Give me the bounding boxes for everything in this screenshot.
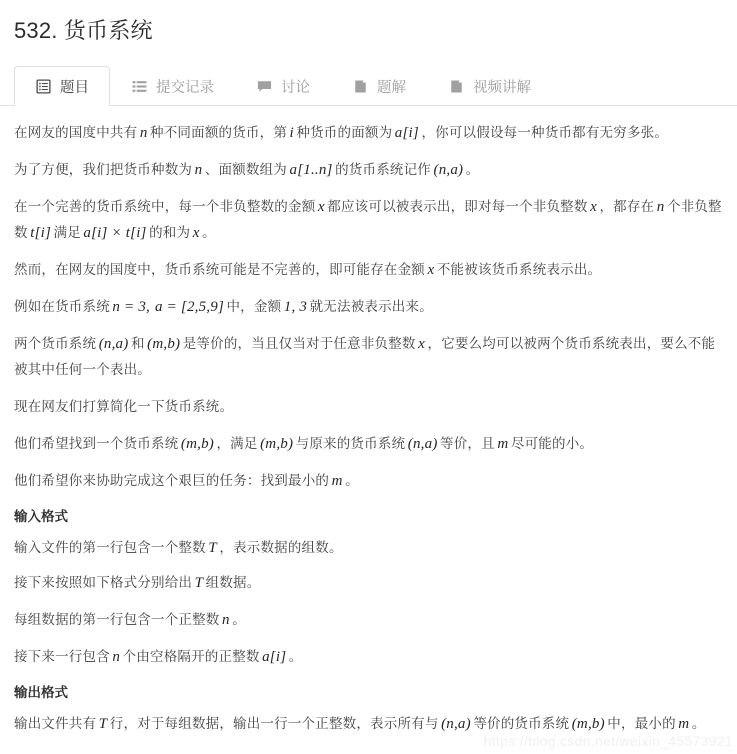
book-icon (448, 79, 464, 95)
tab-label: 题解 (377, 80, 406, 96)
math-ai: a[i] (262, 649, 287, 665)
paragraph: 他们希望找到一个货币系统 (m,b) ，满足 (m,b) 与原来的货币系统 (n,a) 等价，且 m 尽可能的小。 (14, 436, 594, 452)
math-n: n (222, 612, 230, 628)
math-n-equals-3: n = 3, (112, 299, 150, 315)
math-mb: (m,b) (260, 436, 294, 452)
math-a1n: a[1..n] (289, 162, 333, 178)
tab-label: 题目 (60, 80, 89, 96)
section-heading-input: 输入格式 (14, 509, 68, 524)
paragraph: 现在网友们打算简化一下货币系统。 (14, 399, 234, 414)
math-i: i (289, 125, 294, 141)
comment-icon (256, 79, 272, 95)
paragraph: 例如在货币系统 n = 3, a = [2,5,9] 中，金额 1, 3 就无法被表示出来。 (14, 299, 433, 315)
math-x: x (317, 199, 325, 215)
math-m: m (331, 473, 343, 489)
page-title: 532. 货币系统 (14, 18, 153, 43)
tab-label: 讨论 (281, 80, 310, 96)
math-m: m (497, 436, 509, 452)
math-na: (n,a) (407, 436, 438, 452)
paragraph: 在网友的国度中共有 n 种不同面额的货币，第 i 种货币的面额为 a[i] ，你可以假设每一种货币都有无穷多张。 (14, 125, 669, 141)
math-ti: t[i] (30, 225, 52, 241)
tab-bar (0, 66, 737, 106)
paragraph: 接下来一行包含 n 个由空格隔开的正整数 a[i] 。 (14, 649, 303, 665)
tab-label: 视频讲解 (473, 80, 531, 96)
book-icon (352, 79, 368, 95)
math-T: T (98, 716, 108, 732)
tab-problem[interactable] (14, 66, 110, 106)
math-na: (n,a) (98, 336, 129, 352)
math-n: n (656, 199, 665, 215)
paragraph: 他们希望你来协助完成这个艰巨的任务：找到最小的 m 。 (14, 473, 359, 489)
math-a-array: a = [2,5,9] (154, 299, 224, 315)
math-mb: (m,b) (571, 716, 605, 732)
paragraph: 为了方便，我们把货币种数为 n 、面额数组为 a[1..n] 的货币系统记作 (n,a) 。 (14, 162, 480, 178)
math-n: n (194, 162, 203, 178)
paragraph: 在一个完善的货币系统中，每一个非负整数的金额 x 都应该可以被表示出，即对每一个非负整数 x ，都存在 n 个非负整数 t[i] 满足 a[i] × t[i] 的和为 x 。 (14, 199, 722, 241)
section-heading-output: 输出格式 (14, 685, 68, 700)
math-na: (n,a) (433, 162, 464, 178)
math-x: x (427, 262, 435, 278)
tab-label: 提交记录 (156, 80, 214, 96)
math-ai-ti: a[i] × t[i] (83, 225, 147, 241)
tab-video-lecture[interactable] (427, 66, 552, 106)
math-mb: (m,b) (180, 436, 214, 452)
paragraph: 输出文件共有 T 行，对于每组数据，输出一行一个正整数，表示所有与 (n,a) 等价的货币系统 (m,b) 中，最小的 m 。 (14, 716, 706, 732)
paragraph: 接下来按照如下格式分别给出 T 组数据。 (14, 575, 261, 591)
watermark: https://blog.csdn.net/weixin_45573921 (483, 733, 733, 749)
paragraph: 输入文件的第一行包含一个整数 T ，表示数据的组数。 (14, 540, 343, 556)
tab-discussion[interactable] (235, 66, 331, 106)
paragraph: 然而，在网友的国度中，货币系统可能是不完善的，即可能存在金额 x 不能被该货币系统表示出。 (14, 262, 602, 278)
math-x: x (590, 199, 597, 215)
math-ai: a[i] (394, 125, 419, 141)
math-n: n (139, 125, 148, 141)
tab-submissions[interactable] (110, 66, 235, 106)
math-x: x (418, 336, 425, 352)
math-mb: (m,b) (147, 336, 181, 352)
document-list-icon (35, 79, 51, 95)
paragraph: 两个货币系统 (n,a) 和 (m,b) 是等价的，当且仅当对于任意非负整数 x ，它要么均可以被两个货币系统表出，要么不能被其中任何一个表出。 (14, 336, 716, 377)
paragraph: 每组数据的第一行包含一个正整数 n 。 (14, 612, 246, 628)
math-n: n (112, 649, 121, 665)
math-T: T (208, 540, 217, 556)
math-m: m (678, 716, 690, 732)
problem-statement (0, 106, 737, 737)
tab-solutions[interactable] (331, 66, 427, 106)
math-1-3: 1, 3 (283, 299, 308, 315)
math-x: x (192, 225, 200, 241)
math-T: T (194, 575, 204, 591)
list-icon (131, 79, 147, 95)
math-na: (n,a) (441, 716, 471, 732)
